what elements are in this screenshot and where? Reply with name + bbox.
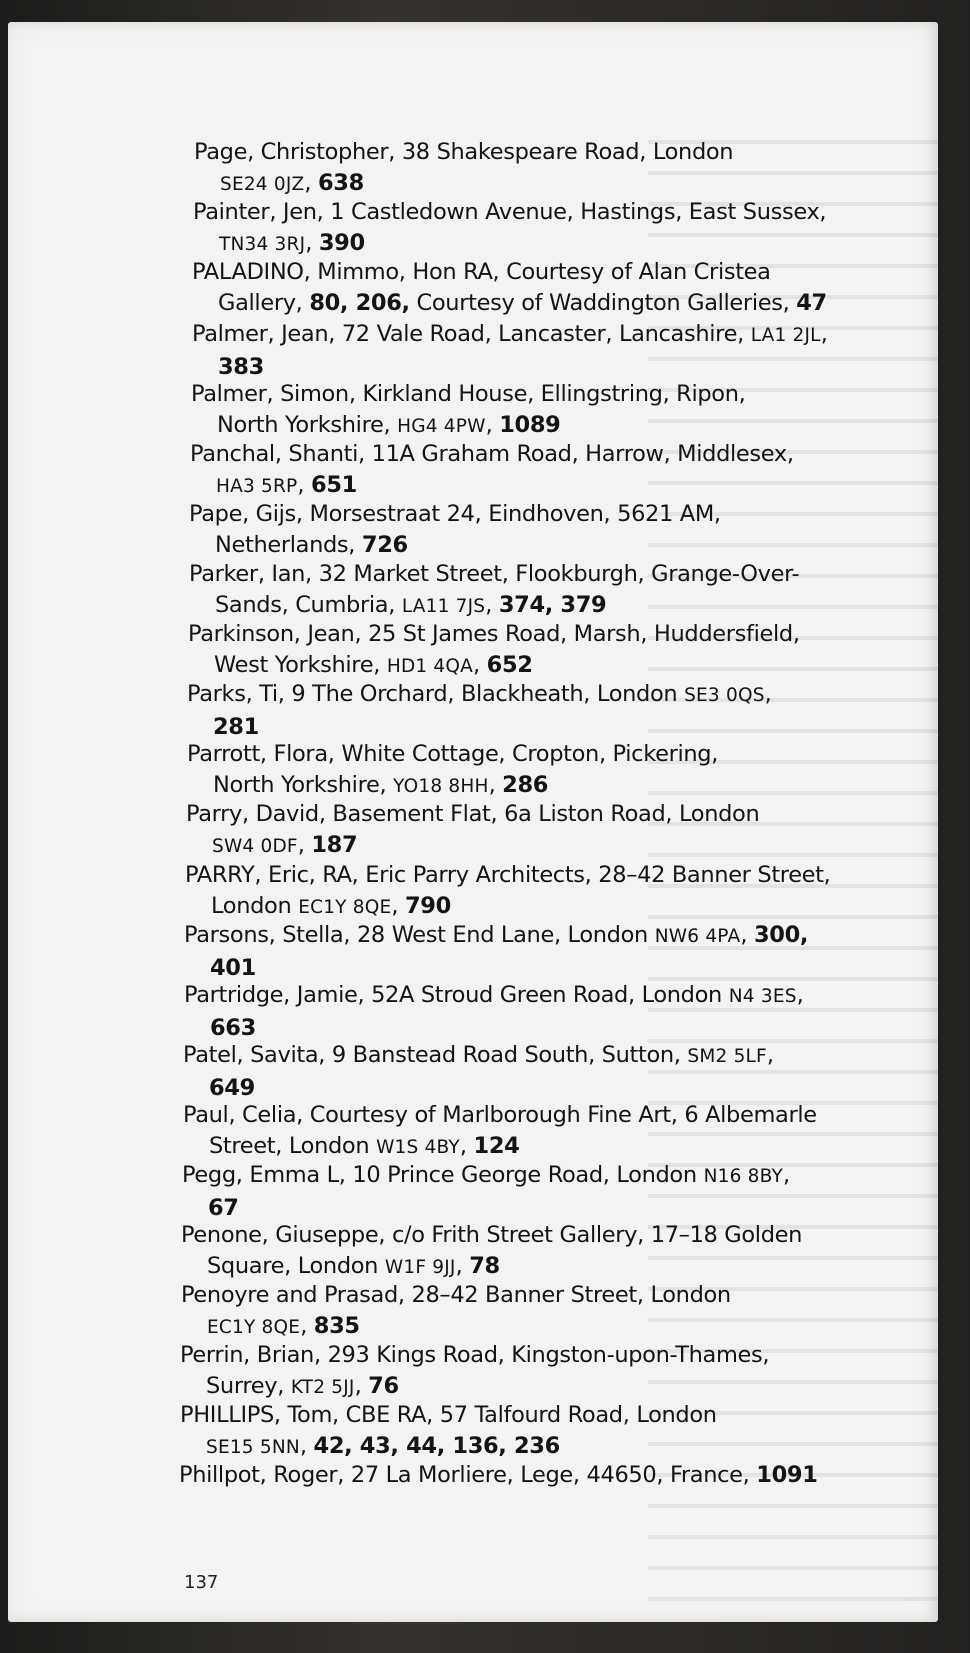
index-entry: Palmer, Simon, Kirkland House, Ellingstring, Ripon, North Yorkshire, HG4 4PW, 1089 <box>191 381 746 438</box>
index-entry: Page, Christopher, 38 Shakespeare Road, London SE24 0JZ, 638 <box>194 139 734 196</box>
index-entry: Parsons, Stella, 28 West End Lane, London NW6 4PA, 300, 401 <box>184 922 809 981</box>
index-entry: Pape, Gijs, Morsestraat 24, Eindhoven, 5621 AM, Netherlands, 726 <box>189 501 721 558</box>
index-entry: Painter, Jen, 1 Castledown Avenue, Hastings, East Sussex, TN34 3RJ, 390 <box>193 199 827 256</box>
index-entry: Parkinson, Jean, 25 St James Road, Marsh, Huddersfield, West Yorkshire, HD1 4QA, 652 <box>188 621 800 678</box>
index-entry: Palmer, Jean, 72 Vale Road, Lancaster, Lancashire, LA1 2JL, 383 <box>192 321 828 380</box>
index-entry: Panchal, Shanti, 11A Graham Road, Harrow, Middlesex, HA3 5RP, 651 <box>190 441 794 498</box>
index-entry: Parks, Ti, 9 The Orchard, Blackheath, London SE3 0QS, 281 <box>187 681 772 740</box>
index-entry: Partridge, Jamie, 52A Stroud Green Road, London N4 3ES, 663 <box>184 982 804 1041</box>
index-entry: Parker, Ian, 32 Market Street, Flookburgh, Grange-Over-Sands, Cumbria, LA11 7JS, 374, 379 <box>189 561 800 618</box>
index-entry: Perrin, Brian, 293 Kings Road, Kingston-upon-Thames, Surrey, KT2 5JJ, 76 <box>180 1342 770 1399</box>
index-entry: Patel, Savita, 9 Banstead Road South, Sutton, SM2 5LF, 649 <box>183 1042 774 1101</box>
index-entry: Paul, Celia, Courtesy of Marlborough Fine Art, 6 Albemarle Street, London W1S 4BY, 124 <box>183 1102 817 1159</box>
index-entry: PALADINO, Mimmo, Hon RA, Courtesy of Alan Cristea Gallery, 80, 206, Courtesy of Waddington Galleries, 47 <box>192 259 827 316</box>
index-entry: Parrott, Flora, White Cottage, Cropton, Pickering, North Yorkshire, YO18 8HH, 286 <box>187 741 719 798</box>
index-entry: PHILLIPS, Tom, CBE RA, 57 Talfourd Road, London SE15 5NN, 42, 43, 44, 136, 236 <box>180 1402 717 1459</box>
index-entry: PARRY, Eric, RA, Eric Parry Architects, 28–42 Banner Street, London EC1Y 8QE, 790 <box>185 862 831 919</box>
index-entry: Penoyre and Prasad, 28–42 Banner Street, London EC1Y 8QE, 835 <box>181 1282 731 1339</box>
index-entry: Pegg, Emma L, 10 Prince George Road, London N16 8BY, 67 <box>182 1162 790 1221</box>
index-entry: Phillpot, Roger, 27 La Morliere, Lege, 44650, France, 1091 <box>179 1462 818 1488</box>
index-entry: Parry, David, Basement Flat, 6a Liston Road, London SW4 0DF, 187 <box>186 801 760 858</box>
page-number: 137 <box>184 1572 219 1593</box>
index-entry: Penone, Giuseppe, c/o Frith Street Gallery, 17–18 Golden Square, London W1F 9JJ, 78 <box>181 1222 803 1279</box>
index-page <box>8 22 938 1622</box>
index-entries <box>8 22 938 1622</box>
